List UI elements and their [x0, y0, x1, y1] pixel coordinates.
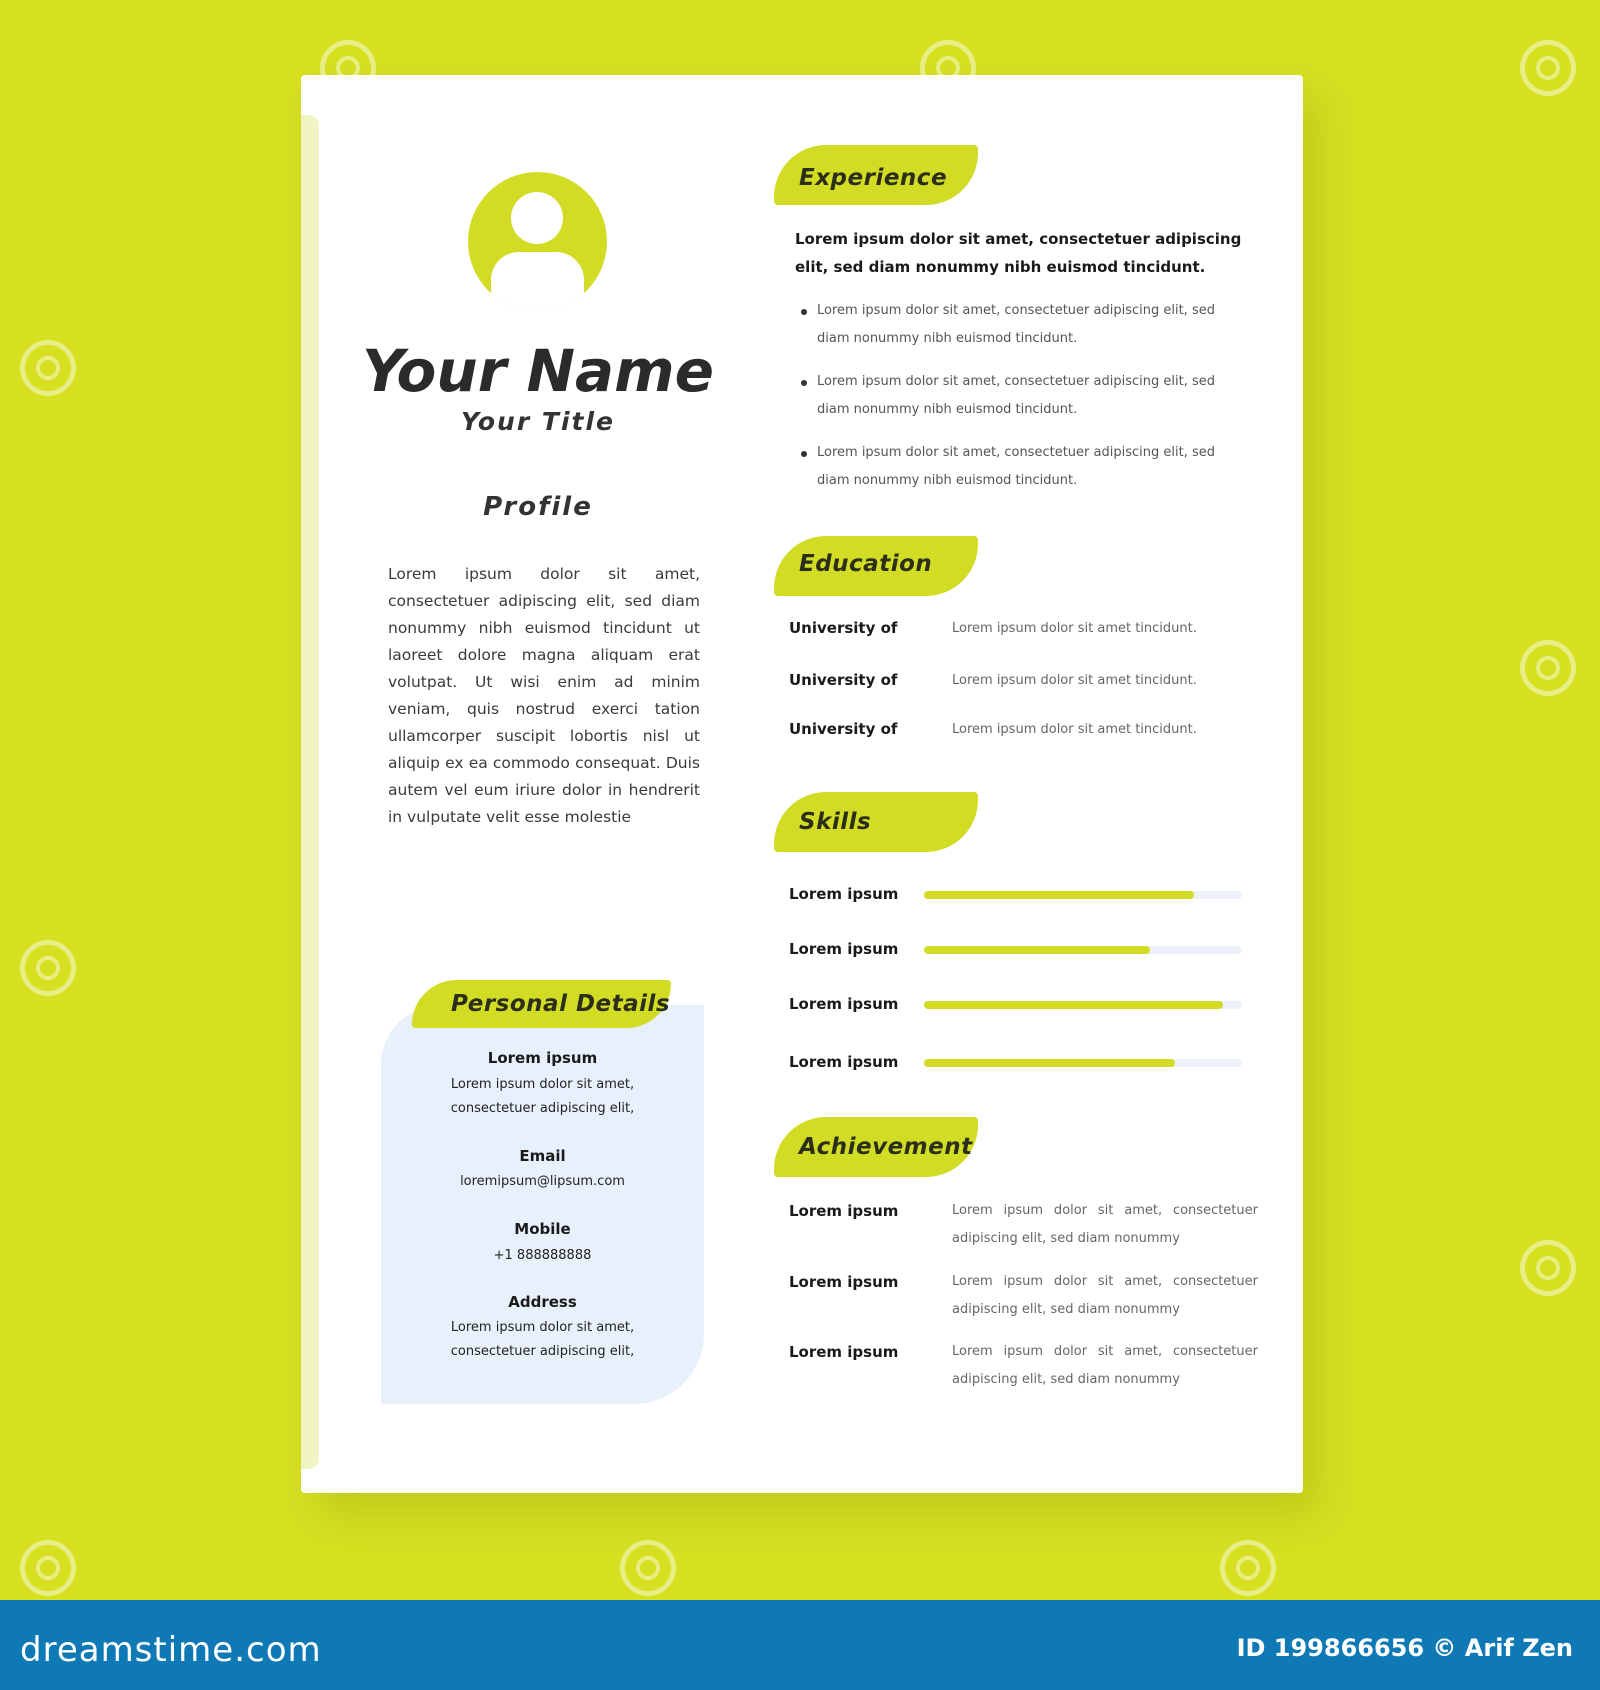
watermark-icon [20, 340, 76, 396]
skill-bar-fill [924, 1059, 1175, 1067]
resume-page [301, 75, 1303, 1493]
watermark-icon [20, 1540, 76, 1596]
detail-label-mobile: Mobile [514, 1220, 571, 1238]
experience-bullet: Lorem ipsum dolor sit amet, consectetuer adipiscing elit, sed diam nonummy nibh euismod tincidunt. [817, 303, 1215, 346]
detail-value-mobile: +1 888888888 [493, 1248, 592, 1263]
achievement-text: Lorem ipsum dolor sit amet, consectetuer adipiscing elit, sed diam nonummy [952, 1274, 1258, 1317]
skill-label: Lorem ipsum [789, 1053, 899, 1071]
education-text: Lorem ipsum dolor sit amet tincidunt. [952, 673, 1197, 688]
detail-value-address: consectetuer adipiscing elit, [450, 1344, 635, 1359]
detail-label: Lorem ipsum [487, 1049, 598, 1067]
watermark-icon [1520, 640, 1576, 696]
achievement-text: Lorem ipsum dolor sit amet, consectetuer adipiscing elit, sed diam nonummy [952, 1203, 1258, 1246]
bullet-dot [801, 451, 807, 457]
experience-bullet: Lorem ipsum dolor sit amet, consectetuer adipiscing elit, sed diam nonummy nibh euismod tincidunt. [817, 374, 1215, 417]
skill-bar-fill [924, 891, 1194, 899]
skill-bar-fill [924, 1001, 1223, 1009]
achievement-heading: Achievement [799, 1134, 973, 1160]
footer-image-id: ID 199866656 © Arif Zen [1236, 1634, 1573, 1662]
detail-value-address: Lorem ipsum dolor sit amet, [450, 1320, 635, 1335]
page-edge-strip [301, 115, 319, 1469]
education-label: University of [789, 671, 898, 689]
resume-name: Your Name [362, 337, 714, 405]
skill-label: Lorem ipsum [789, 995, 899, 1013]
detail-value-email: loremipsum@lipsum.com [460, 1174, 625, 1189]
education-label: University of [789, 720, 898, 738]
skill-bar-fill [924, 946, 1150, 954]
profile-text: Lorem ipsum dolor sit amet, consectetuer adipiscing elit, sed diam nonummy nibh euismod tincidunt ut laoreet dolore magna aliquam erat volutpat. Ut wisi enim ad minim veniam, quis nostrud exerci tation ullamcorper suscipit lobortis nisl ut aliquip ex ea commodo consequat. Duis autem vel eum iriure dolor in hendrerit in vulputate velit esse molestie [388, 565, 700, 826]
education-heading: Education [799, 551, 933, 577]
watermark-icon [320, 40, 376, 96]
profile-heading: Profile [483, 492, 593, 522]
footer-bar [0, 1600, 1600, 1690]
skills-heading: Skills [799, 809, 872, 835]
watermark-icon [1520, 1240, 1576, 1296]
skill-bar [924, 1059, 1242, 1067]
achievement-label: Lorem ipsum [789, 1202, 899, 1220]
achievement-label: Lorem ipsum [789, 1343, 899, 1361]
experience-lead: Lorem ipsum dolor sit amet, consectetuer adipiscing elit, sed diam nonummy nibh euismod tincidunt. [795, 230, 1242, 276]
education-text: Lorem ipsum dolor sit amet tincidunt. [952, 621, 1197, 636]
skill-label: Lorem ipsum [789, 885, 899, 903]
watermark-icon [620, 1540, 676, 1596]
achievement-text: Lorem ipsum dolor sit amet, consectetuer adipiscing elit, sed diam nonummy [952, 1344, 1258, 1387]
skill-bar [924, 946, 1242, 954]
detail-value: Lorem ipsum dolor sit amet, [450, 1077, 635, 1092]
resume-title: Your Title [461, 407, 615, 436]
achievement-label: Lorem ipsum [789, 1273, 899, 1291]
avatar-icon [468, 172, 607, 311]
skill-label: Lorem ipsum [789, 940, 899, 958]
detail-value: consectetuer adipiscing elit, [450, 1101, 635, 1116]
footer-logo[interactable]: dreamstime.com [20, 1630, 322, 1670]
bullet-dot [801, 309, 807, 315]
watermark-icon [1220, 1540, 1276, 1596]
experience-bullet: Lorem ipsum dolor sit amet, consectetuer adipiscing elit, sed diam nonummy nibh euismod tincidunt. [817, 445, 1215, 488]
education-text: Lorem ipsum dolor sit amet tincidunt. [952, 722, 1197, 737]
experience-heading: Experience [799, 165, 948, 191]
detail-label-email: Email [519, 1147, 566, 1165]
skill-bar [924, 1001, 1242, 1009]
personal-details-heading: Personal Details [451, 991, 671, 1017]
watermark-icon [920, 40, 976, 96]
education-label: University of [789, 619, 898, 637]
detail-label-address: Address [508, 1293, 577, 1311]
watermark-icon [20, 940, 76, 996]
skill-bar [924, 891, 1242, 899]
bullet-dot [801, 380, 807, 386]
watermark-icon [1520, 40, 1576, 96]
